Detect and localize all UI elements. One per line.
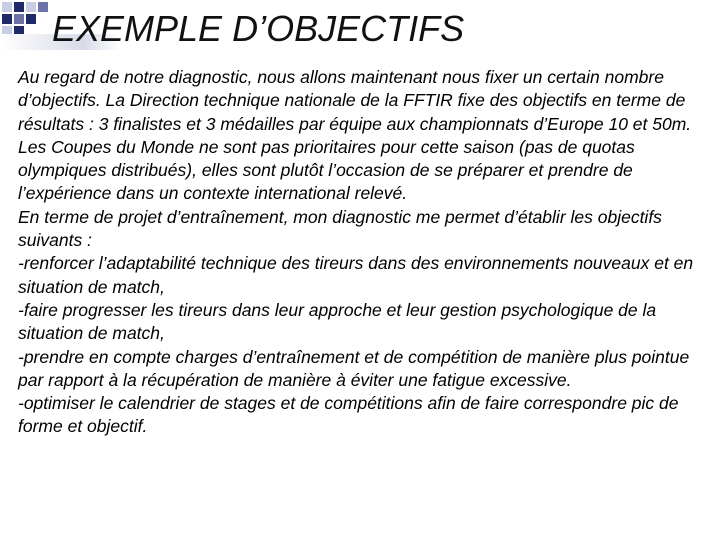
decor-square xyxy=(26,2,36,12)
paragraph-objectives-lead: En terme de projet d’entraînement, mon diagnostic me permet d’établir les objectifs suivants : xyxy=(18,206,662,251)
decor-square xyxy=(2,14,12,24)
paragraph-intro: Au regard de notre diagnostic, nous allons maintenant nous fixer un certain nombre d’objectifs. La Direction technique nationale de la FFTIR fixe des objectifs en terme de résultats : 3 finalistes et 3 médailles par équipe aux championnats d’Europe 10 et 50m. Les Coupes du Monde ne sont pas prioritaires pour cette saison (pas de quotas olympiques distribués), elles sont plutôt l’occasion de se préparer et prendre de l’expérience dans un contexte international relevé. xyxy=(18,67,692,204)
objective-item: -prendre en compte charges d’entraînement et de compétition de manière plus pointue par rapport à la récupération de manière à éviter une fatigue excessive. xyxy=(18,346,690,390)
objective-item: -optimiser le calendrier de stages et de compétitions afin de faire correspondre pic de forme et objectif. xyxy=(18,393,679,437)
objective-item: -renforcer l’adaptabilité technique des tireurs dans des environnements nouveaux et en situation de match, xyxy=(18,253,694,297)
decor-square xyxy=(2,2,12,12)
decor-square xyxy=(14,14,24,24)
objective-item: -faire progresser les tireurs dans leur approche et leur gestion psychologique de la situation de match, xyxy=(18,299,657,344)
decor-square xyxy=(14,2,24,12)
slide-title: EXEMPLE D’OBJECTIFS xyxy=(52,8,465,49)
slide-body xyxy=(18,66,718,439)
decor-square xyxy=(26,14,36,24)
decor-square xyxy=(38,2,48,12)
